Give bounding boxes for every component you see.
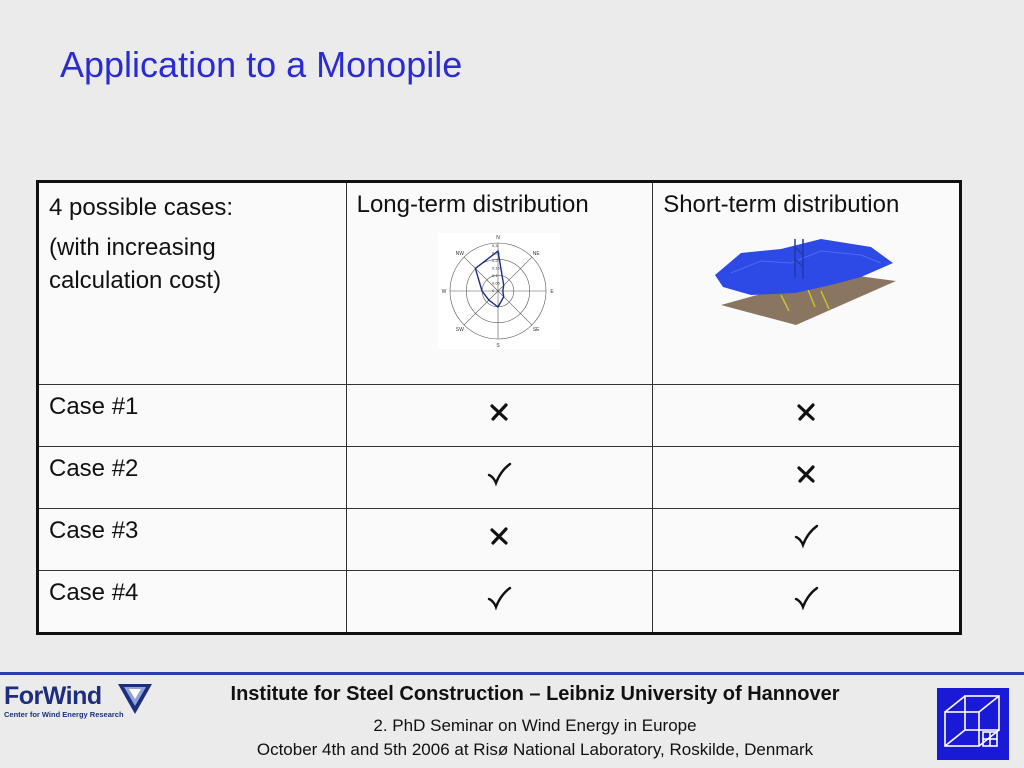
wind-rose-direction-label: S — [496, 343, 501, 349]
footer-dates: October 4th and 5th 2006 at Risø National Laboratory, Roskilde, Denmark — [256, 740, 814, 759]
cross-icon — [486, 523, 512, 549]
wind-rose-ring-label: 0,05 — [492, 280, 501, 286]
mark-cell — [653, 447, 961, 509]
mark-cell — [346, 385, 653, 447]
mark-cell — [346, 447, 653, 509]
mark-cell — [653, 509, 961, 571]
wind-rose-ring-label: 0,3 — [492, 243, 498, 248]
footer-seminar: 2. PhD Seminar on Wind Energy in Europe — [373, 716, 697, 735]
check-icon — [793, 585, 819, 611]
wind-rose-direction-label: SW — [456, 327, 465, 334]
wind-rose-direction-label: SE — [533, 327, 540, 334]
wind-rose-direction-label: NE — [533, 250, 541, 257]
wind-rose-ring-label: 0,25 — [492, 250, 501, 256]
mark-cell — [653, 385, 961, 447]
wind-rose-direction-label: NW — [456, 250, 465, 257]
wind-rose-ring-label: 0 — [492, 288, 495, 293]
case-label: Case #4 — [38, 571, 347, 634]
cross-icon — [486, 399, 512, 425]
cases-table — [36, 180, 962, 635]
footer-institute: Institute for Steel Construction – Leibniz University of Hannover — [230, 683, 840, 705]
header-long-term-cell — [346, 182, 653, 385]
cross-icon — [793, 461, 819, 487]
table-row — [38, 509, 961, 571]
table-row — [38, 385, 961, 447]
header-cases-cell — [38, 182, 347, 385]
sea-surface-monopile-image — [711, 233, 901, 329]
table-row — [38, 571, 961, 634]
case-label: Case #1 — [38, 385, 347, 447]
check-icon — [793, 523, 819, 549]
header-short-term-label: Short-term distribution — [663, 191, 900, 218]
wind-rose-ring-label: 0,2 — [492, 258, 498, 263]
table-header-row — [38, 182, 961, 385]
mark-cell — [346, 509, 653, 571]
table-row — [38, 447, 961, 509]
header-cases-label: 4 possible cases: — [49, 194, 234, 221]
wind-rose-ring-label: 0,15 — [492, 265, 501, 271]
check-icon — [486, 585, 512, 611]
check-icon — [486, 461, 512, 487]
forwind-tagline: Center for Wind Energy Research — [4, 710, 124, 719]
cross-icon — [793, 399, 819, 425]
wind-rose-direction-label: E — [550, 289, 555, 295]
case-label: Case #3 — [38, 509, 347, 571]
forwind-emblem-icon — [116, 682, 154, 716]
mark-cell — [346, 571, 653, 634]
wind-rose-direction-label: N — [496, 235, 501, 241]
case-label: Case #2 — [38, 447, 347, 509]
wind-rose-ring-label: 0,1 — [492, 273, 498, 278]
institute-cube-logo — [937, 688, 1009, 760]
wind-rose-direction-label: W — [442, 289, 447, 295]
header-short-term-cell — [653, 182, 961, 385]
mark-cell — [653, 571, 961, 634]
forwind-wordmark: ForWind — [4, 682, 102, 710]
header-cost-note: (with increasing calculation cost) — [49, 233, 222, 295]
footer-rule — [0, 672, 1024, 675]
header-long-term-label: Long-term distribution — [356, 191, 589, 218]
forwind-logo — [4, 682, 154, 722]
wind-rose-chart — [438, 233, 560, 349]
slide-title: Application to a Monopile — [60, 44, 463, 85]
